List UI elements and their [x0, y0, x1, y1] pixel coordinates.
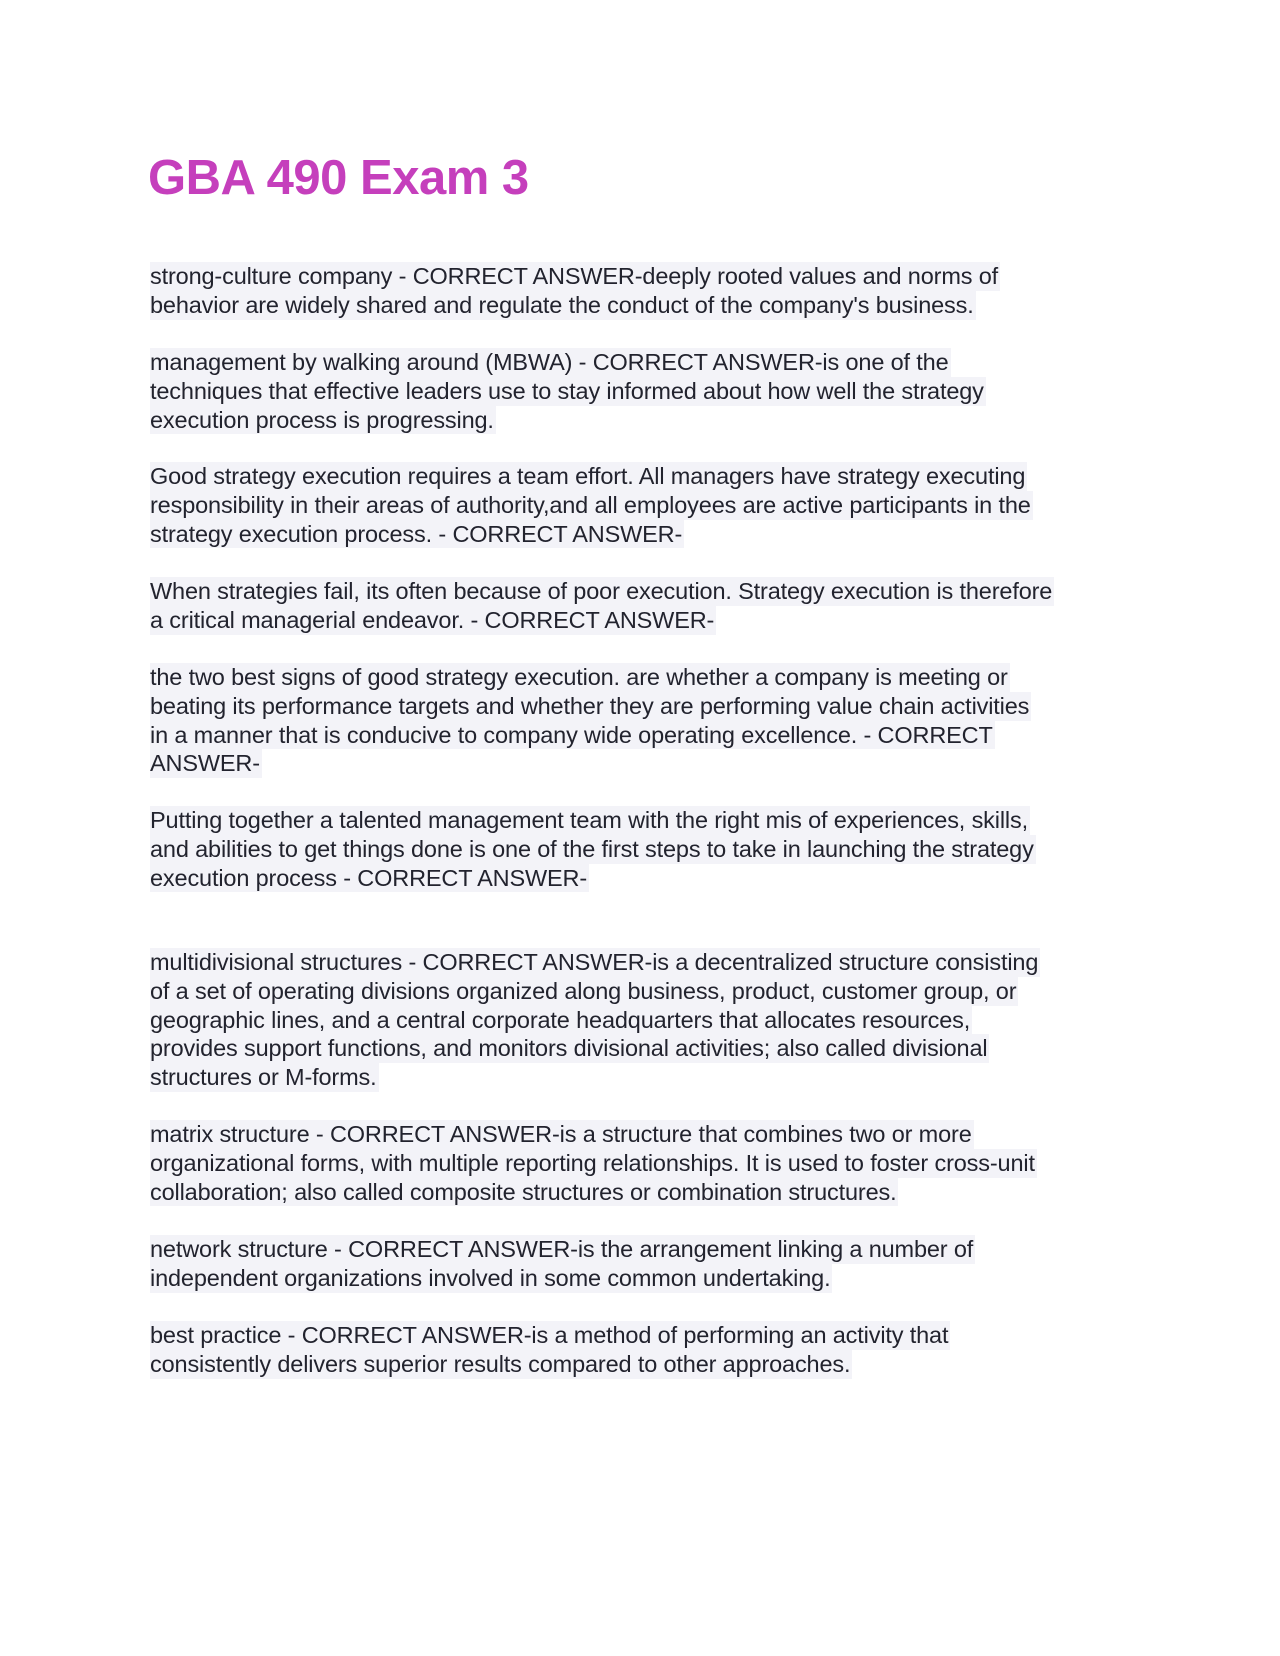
qa-entry-line: matrix structure - CORRECT ANSWER-is a structure that combines two or more — [150, 1121, 972, 1147]
qa-entry-line: the two best signs of good strategy execution. are whether a company is meeting or — [150, 664, 1008, 690]
qa-entry-line: and abilities to get things done is one of the first steps to take in launching the strategy — [150, 835, 1034, 862]
qa-entry-line: behavior are widely shared and regulate the conduct of the company's business. — [150, 291, 974, 318]
qa-entry-line: geographic lines, and a central corporate headquarters that allocates resources, — [150, 1006, 971, 1033]
qa-entry-line: strong-culture company - CORRECT ANSWER-deeply rooted values and norms of — [150, 263, 999, 289]
qa-entry — [150, 348, 986, 434]
qa-entry — [150, 262, 1000, 320]
qa-entry-line: in a manner that is conducive to company wide operating excellence. - CORRECT — [150, 721, 993, 748]
qa-entry — [150, 462, 1033, 548]
qa-entry — [150, 663, 1031, 778]
qa-entry-line: techniques that effective leaders use to stay informed about how well the strategy — [150, 377, 984, 404]
qa-entry-line: strategy execution process. - CORRECT ANSWER- — [150, 520, 683, 547]
qa-entry-line: provides support functions, and monitors divisional activities; also called divisional — [150, 1035, 988, 1062]
qa-entry-line: organizational forms, with multiple reporting relationships. It is used to foster cross-unit — [150, 1149, 1035, 1176]
qa-entry-line: Good strategy execution requires a team effort. All managers have strategy executing — [150, 463, 1026, 489]
qa-entry-line: multidivisional structures - CORRECT ANSWER-is a decentralized structure consisting — [150, 949, 1039, 975]
qa-entry-line: management by walking around (MBWA) - CORRECT ANSWER-is one of the — [150, 349, 949, 375]
qa-entry — [150, 1120, 1037, 1206]
qa-entry — [150, 948, 1040, 1092]
qa-entry-line: When strategies fail, its often because of poor execution. Strategy execution is therefore — [150, 578, 1053, 604]
qa-entry-line: structures or M-forms. — [150, 1064, 377, 1091]
qa-entry-line: collaboration; also called composite structures or combination structures. — [150, 1178, 897, 1205]
qa-entry — [150, 806, 1036, 892]
qa-entry-line: ANSWER- — [150, 750, 260, 777]
page-title: GBA 490 Exam 3 — [148, 151, 529, 205]
qa-entry — [150, 1321, 950, 1379]
qa-entry-line: execution process - CORRECT ANSWER- — [150, 864, 588, 891]
qa-entry-line: beating its performance targets and whether they are performing value chain activities — [150, 692, 1030, 719]
qa-entry-line: Putting together a talented management team with the right mis of experiences, skills, — [150, 807, 1028, 833]
qa-entry-line: consistently delivers superior results compared to other approaches. — [150, 1350, 851, 1377]
qa-entry-line: a critical managerial endeavor. - CORRECT ANSWER- — [150, 606, 715, 633]
qa-entry-line: independent organizations involved in some common undertaking. — [150, 1264, 831, 1291]
qa-entry — [150, 1235, 975, 1293]
qa-entry-line: execution process is progressing. — [150, 406, 494, 433]
qa-entry-line: network structure - CORRECT ANSWER-is the arrangement linking a number of — [150, 1236, 974, 1262]
qa-entry-line: responsibility in their areas of authority,and all employees are active participants in the — [150, 491, 1031, 518]
qa-entry — [150, 577, 1054, 635]
qa-entry-line: best practice - CORRECT ANSWER-is a method of performing an activity that — [150, 1322, 949, 1348]
qa-entry-line: of a set of operating divisions organized along business, product, customer group, or — [150, 977, 1017, 1004]
